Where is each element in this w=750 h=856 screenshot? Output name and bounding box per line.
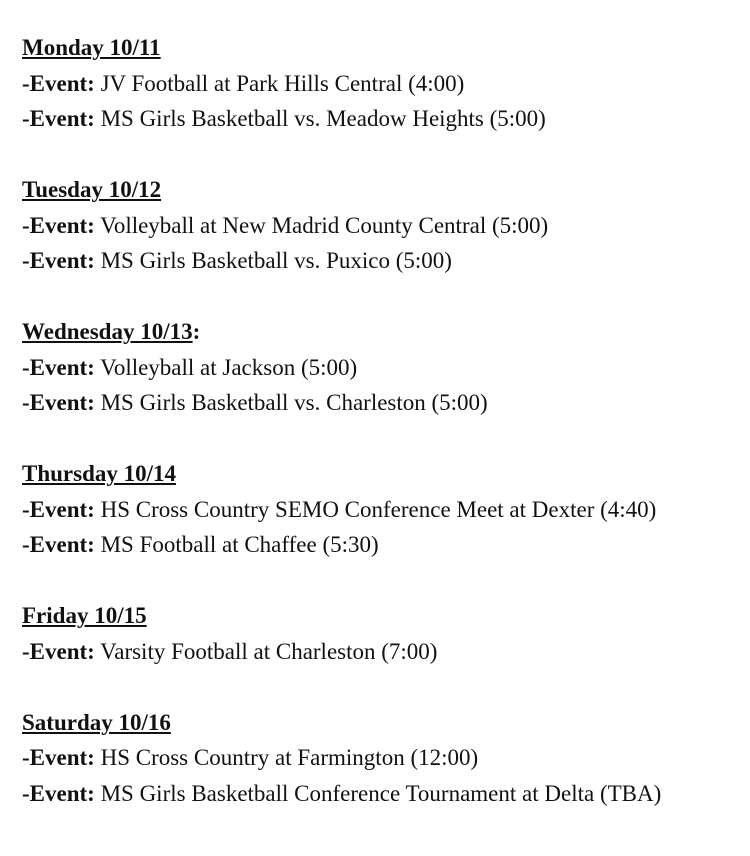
day-title-suffix: :	[192, 319, 201, 344]
event-text: HS Cross Country at Farmington (12:00)	[100, 745, 479, 770]
event-text: MS Girls Basketball vs. Charleston (5:00)	[100, 390, 488, 415]
day-heading	[22, 314, 748, 350]
day-heading	[22, 456, 748, 492]
day-monday	[22, 30, 748, 137]
event-prefix: -Event:	[22, 70, 95, 96]
event-prefix: -Event:	[22, 106, 95, 131]
day-heading	[22, 598, 748, 634]
event-line	[22, 243, 748, 279]
event-text: MS Girls Basketball Conference Tournament at Delta (TBA)	[100, 780, 662, 806]
event-prefix: -Event:	[22, 248, 95, 273]
event-text: Volleyball at Jackson (5:00)	[100, 354, 358, 380]
event-prefix: -Event:	[22, 354, 95, 380]
event-text: JV Football at Park Hills Central (4:00)	[100, 70, 465, 96]
day-title: Monday 10/11	[22, 35, 161, 60]
event-text: Volleyball at New Madrid County Central (5:00)	[100, 212, 549, 238]
day-title: Saturday 10/16	[22, 709, 171, 735]
event-text: MS Girls Basketball vs. Meadow Heights (5:00)	[100, 106, 546, 131]
event-line	[22, 101, 748, 137]
weekly-schedule	[22, 30, 748, 847]
event-text: HS Cross Country SEMO Conference Meet at Dexter (4:40)	[100, 496, 657, 522]
event-prefix: -Event:	[22, 780, 95, 806]
event-line	[22, 527, 748, 563]
event-prefix: -Event:	[22, 532, 95, 557]
event-prefix: -Event:	[22, 496, 95, 522]
event-line	[22, 740, 748, 776]
day-wednesday	[22, 314, 748, 421]
day-title: Thursday 10/14	[22, 461, 177, 486]
event-prefix: -Event:	[22, 390, 95, 415]
day-tuesday	[22, 172, 748, 279]
event-text: MS Girls Basketball vs. Puxico (5:00)	[100, 248, 452, 273]
event-line	[22, 634, 748, 670]
day-friday	[22, 598, 748, 669]
event-line	[22, 208, 748, 244]
day-title: Friday 10/15	[22, 603, 147, 628]
event-line	[22, 776, 748, 812]
day-heading	[22, 172, 748, 208]
event-prefix: -Event:	[22, 212, 95, 238]
event-text: Varsity Football at Charleston (7:00)	[100, 638, 438, 664]
day-heading	[22, 705, 748, 741]
event-line	[22, 385, 748, 421]
day-title: Wednesday 10/13	[22, 319, 193, 344]
event-prefix: -Event:	[22, 745, 95, 770]
event-line	[22, 66, 748, 102]
day-saturday	[22, 705, 748, 812]
day-heading	[22, 30, 748, 66]
event-prefix: -Event:	[22, 638, 95, 664]
event-line	[22, 350, 748, 386]
day-title: Tuesday 10/12	[22, 177, 162, 202]
event-line	[22, 492, 748, 528]
day-thursday	[22, 456, 748, 563]
event-text: MS Football at Chaffee (5:30)	[100, 532, 379, 557]
